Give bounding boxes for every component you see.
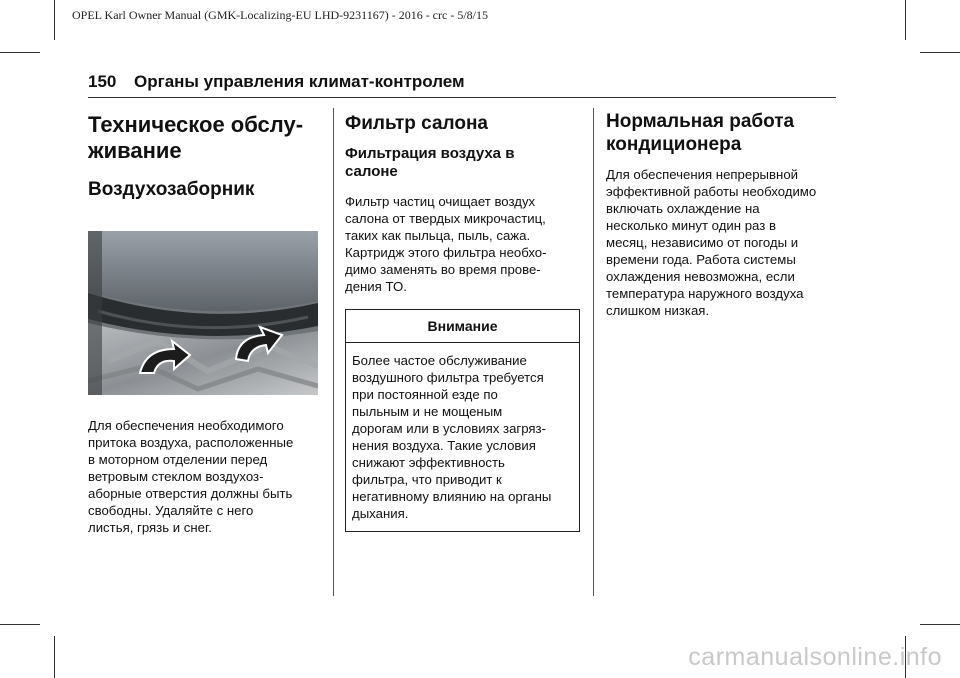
air-intake-heading: Воздухозаборник	[88, 179, 255, 200]
air-intake-text: Для обеспечения необходимого притока воздуха, расположенные в моторном отделении перед ветровым стеклом воздухоз- аборные отверстия должны быть свободны. Удаляйте с него листья, грязь и снег.	[88, 418, 294, 535]
cabin-filter-text: Фильтр частиц очищает воздух салона от твердых микрочастиц, таких как пыльца, пыль, сажа. Картридж этого фильтра необхо- димо заменять во время прове- дения ТО.	[345, 194, 547, 294]
cabin-air-filtration-heading: Фильтрация воздуха в салоне	[345, 145, 515, 180]
watermark: carmanualsonline.info	[688, 643, 942, 671]
cabin-filter-heading: Фильтр салона	[345, 113, 489, 134]
crop-mark-top-right	[905, 0, 906, 40]
crop-mark-bottom-left	[54, 636, 55, 678]
caution-text: Более частое обслуживание воздушного фильтра требуется при постоянной езде по пыльным и не мощеным дорогам или в условиях загряз- нения воздуха. Такие условия снижают эффективность фильтра, что приводит к негативному влиянию на органы дыхания.	[352, 353, 552, 521]
crop-mark-bottom-left-h	[0, 624, 40, 625]
column-cabin-filter	[345, 108, 580, 532]
column-maintenance	[88, 108, 320, 536]
header-rule	[88, 97, 836, 98]
section-title: Органы управления климат-контролем	[134, 72, 465, 91]
maintenance-heading: Техническое обслу- живание	[88, 112, 304, 163]
caution-box	[345, 309, 580, 532]
crop-mark-bottom-right-h	[920, 624, 960, 625]
column-ac-operation	[606, 108, 838, 319]
column-divider-1	[333, 108, 334, 596]
ac-operation-text: Для обеспечения непрерывной эффективной работы необходимо включать охлаждение на несколько минут один раз в месяц, независимо от погоды и времени года. Работа системы охлаждения невозможна, если температура наружного воздуха слишком низкая.	[606, 167, 817, 318]
crop-mark-top-right-h	[920, 52, 960, 53]
column-divider-2	[593, 108, 594, 596]
crop-mark-top-left-h	[0, 52, 40, 53]
air-inlet-photo	[88, 231, 318, 395]
crop-mark-top-left	[54, 0, 55, 40]
print-meta-header: OPEL Karl Owner Manual (GMK-Localizing-EU LHD-9231167) - 2016 - crc - 5/8/15	[72, 8, 488, 22]
caution-caption: Внимание	[346, 310, 579, 343]
page-number: 150	[88, 72, 117, 91]
page-header	[88, 72, 465, 92]
ac-operation-heading: Нормальная работа кондиционера	[606, 111, 795, 155]
